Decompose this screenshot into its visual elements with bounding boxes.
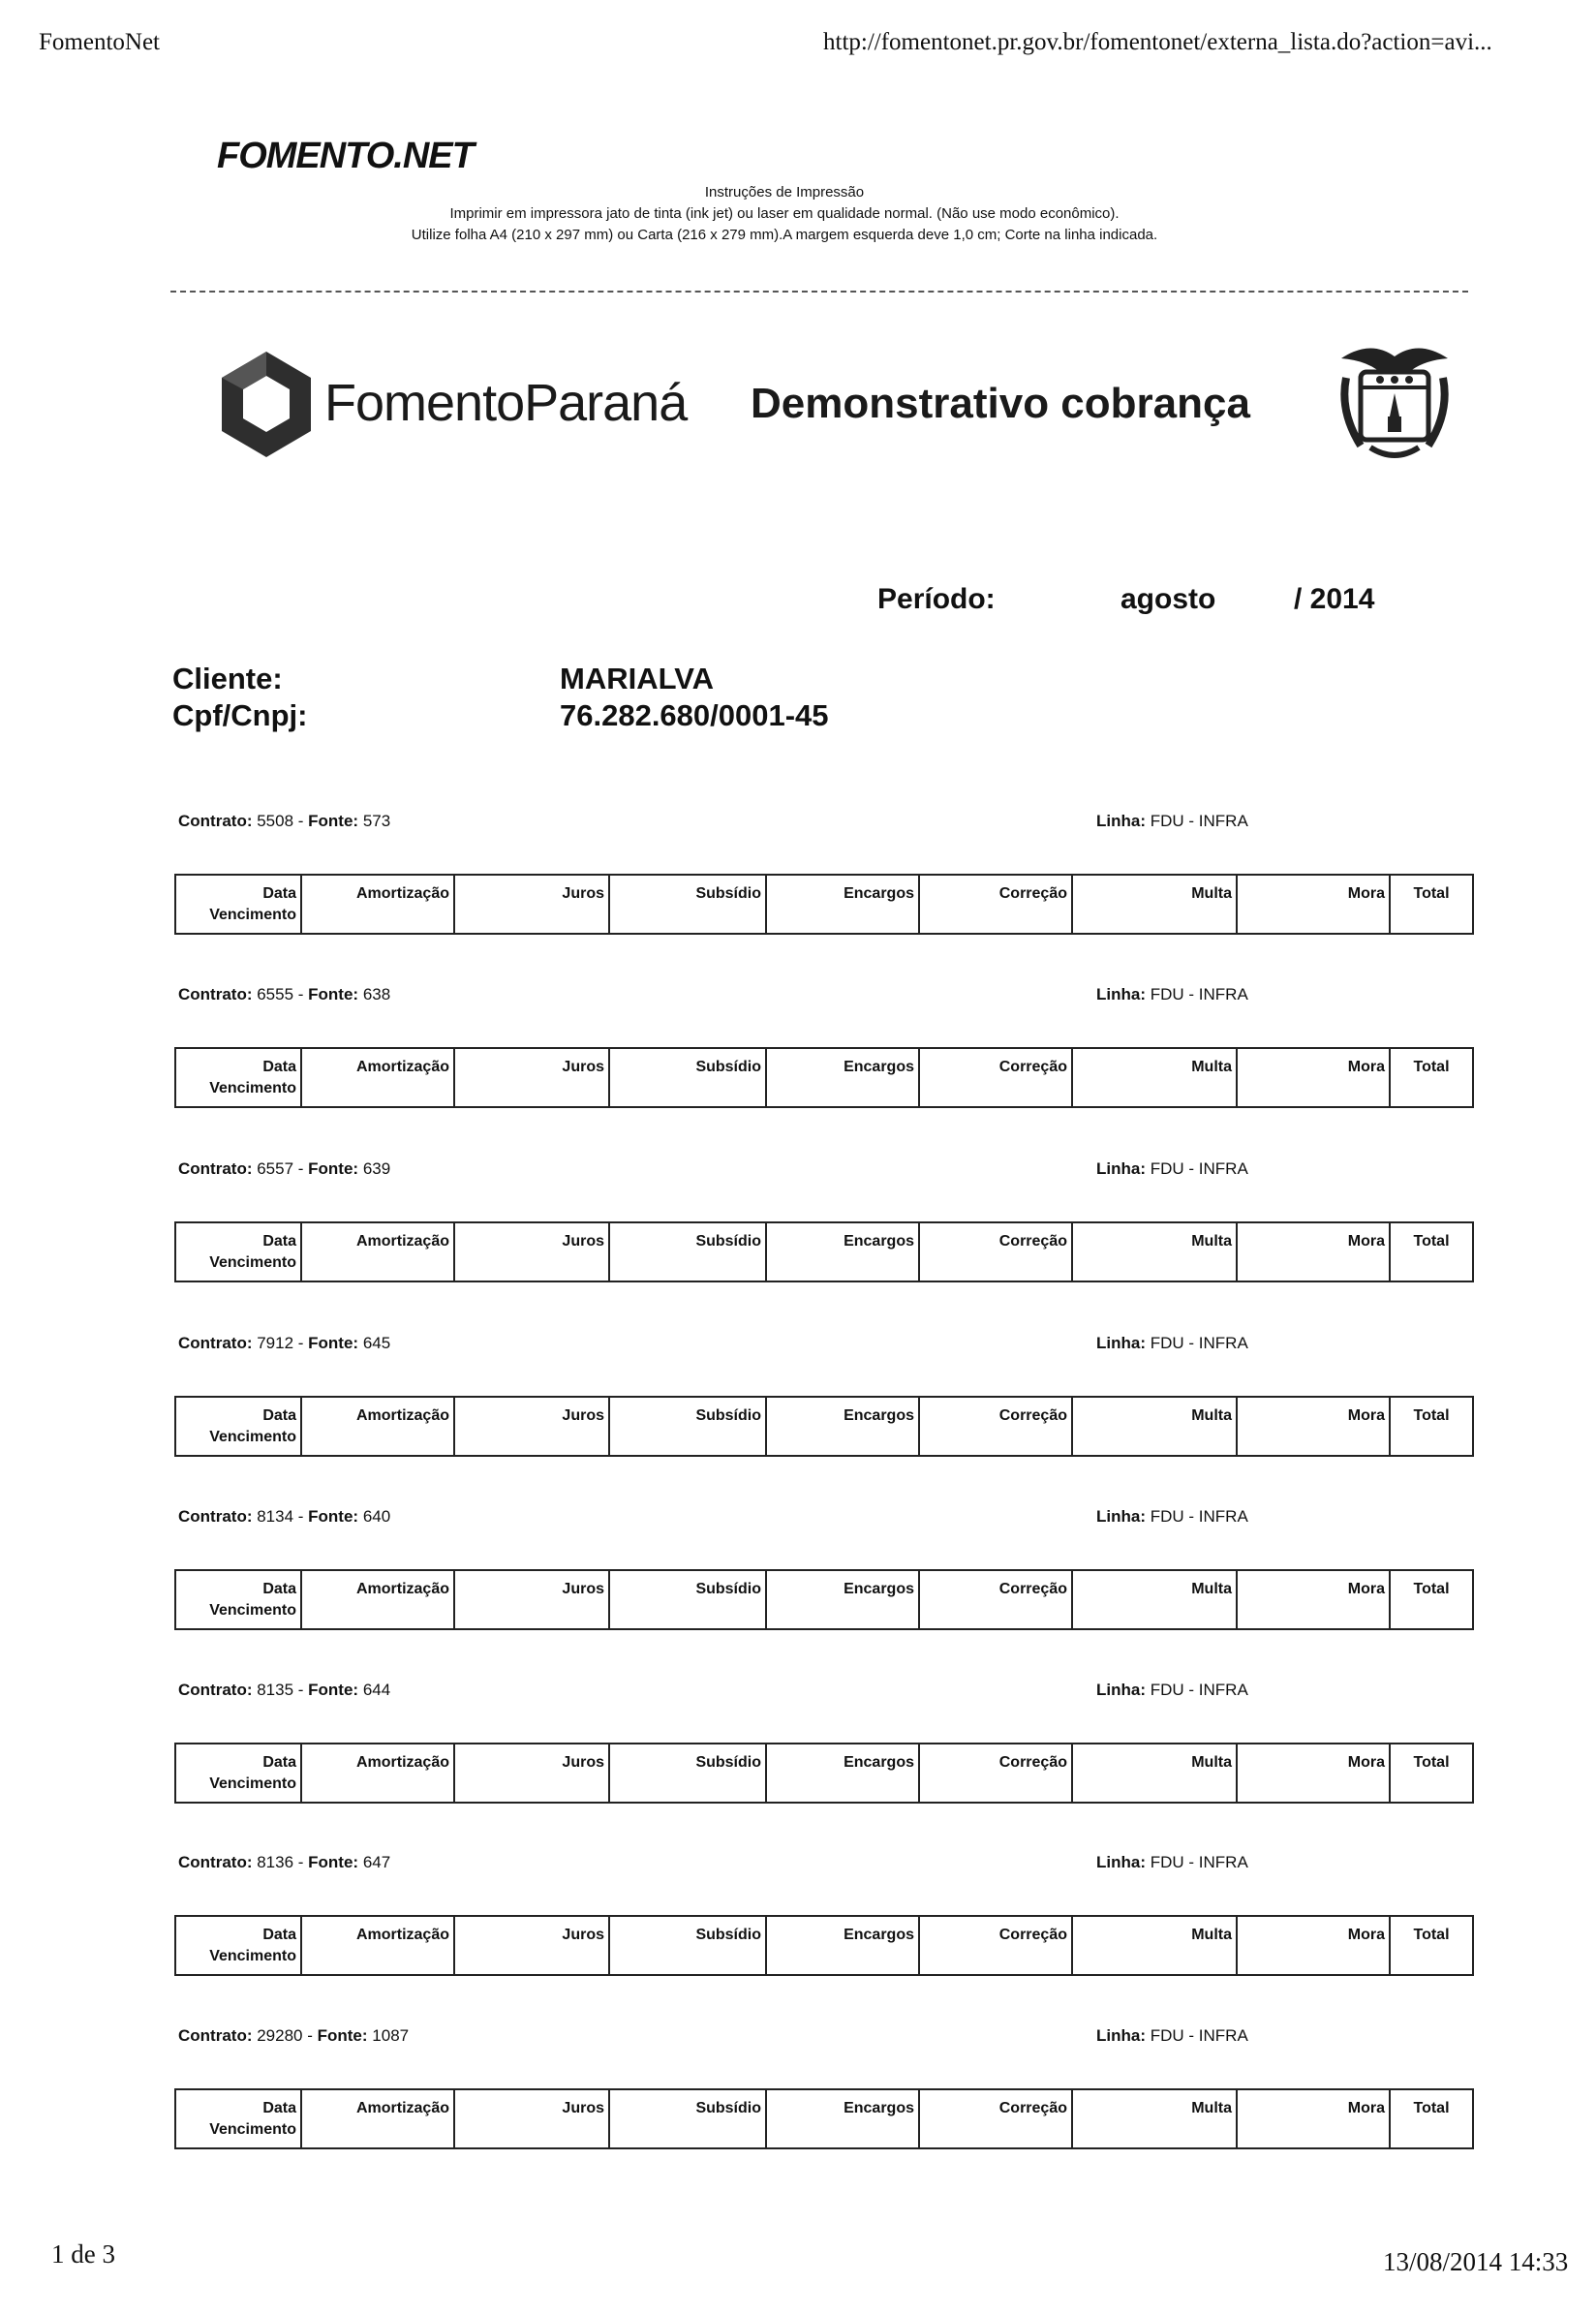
contract-info: Contrato: 29280 - Fonte: 1087 Linha: FDU - INFRA	[178, 2026, 1248, 2045]
col-correcao: Correção	[919, 2089, 1072, 2148]
contrato-number: 6555	[257, 985, 294, 1003]
col-total: Total	[1413, 1233, 1450, 1250]
contrato-number: 6557	[257, 1159, 294, 1178]
linha-info	[1096, 1159, 1248, 1179]
client-name: MARIALVA	[560, 662, 714, 695]
linha-info	[1096, 1334, 1248, 1353]
fonte-number: 644	[362, 1681, 391, 1699]
instructions-line-2: Utilize folha A4 (210 x 297 mm) ou Carta (216 x 279 mm).A margem esquerda deve 1,0 cm; Corte na linha indicada.	[411, 227, 1158, 243]
cpf-cnpj-value: 76.282.680/0001-45	[560, 698, 829, 732]
col-vencimento-label: Vencimento	[209, 907, 296, 923]
col-data-label: Data	[262, 1754, 296, 1771]
instructions-line-1: Imprimir em impressora jato de tinta (ink jet) ou laser em qualidade normal. (Não use modo econômico).	[449, 205, 1120, 222]
col-juros: Juros	[454, 1570, 609, 1629]
linha-label: Linha:	[1096, 2026, 1146, 2045]
contrato-label: Contrato:	[178, 1853, 253, 1871]
col-mora: Mora	[1237, 1222, 1390, 1281]
coat-of-arms-icon	[1332, 339, 1458, 475]
browser-url[interactable]: http://fomentonet.pr.gov.br/fomentonet/externa_lista.do?action=avi...	[823, 29, 1492, 55]
col-correcao: Correção	[919, 1222, 1072, 1281]
col-vencimento-label: Vencimento	[209, 1602, 296, 1619]
linha-info	[1096, 812, 1248, 831]
contract-block	[178, 985, 1466, 1096]
col-subsidio: Subsídio	[609, 2089, 766, 2148]
fonte-number: 640	[362, 1507, 391, 1526]
col-amortizacao: Amortização	[301, 2089, 454, 2148]
linha-info	[1096, 2026, 1248, 2046]
linha-value: FDU - INFRA	[1150, 1334, 1248, 1352]
col-multa: Multa	[1072, 875, 1237, 934]
table-header-row	[175, 2089, 1473, 2148]
payment-table	[174, 1915, 1474, 1976]
payment-table	[174, 2088, 1474, 2149]
col-multa: Multa	[1072, 1570, 1237, 1629]
col-amortizacao: Amortização	[301, 1916, 454, 1975]
fonte-label: Fonte:	[308, 1507, 359, 1526]
page-number: 1 de 3	[51, 2239, 115, 2269]
contrato-label: Contrato:	[178, 1159, 253, 1178]
col-amortizacao: Amortização	[301, 1570, 454, 1629]
linha-value: FDU - INFRA	[1150, 1681, 1248, 1699]
linha-info	[1096, 1853, 1248, 1872]
col-data-vencimento	[175, 1916, 301, 1975]
table-header-row	[175, 1222, 1473, 1281]
fomento-parana-logo-icon	[218, 349, 315, 460]
col-amortizacao: Amortização	[301, 1397, 454, 1456]
linha-value: FDU - INFRA	[1150, 1159, 1248, 1178]
cpf-cnpj-label: Cpf/Cnpj:	[172, 698, 308, 732]
col-total: Total	[1413, 2100, 1450, 2116]
linha-info	[1096, 1507, 1248, 1527]
fonte-label: Fonte:	[308, 1334, 359, 1352]
document-title: Demonstrativo cobrança	[751, 380, 1250, 427]
payment-table	[174, 1743, 1474, 1804]
client-label: Cliente:	[172, 662, 283, 695]
print-instructions	[320, 182, 1249, 246]
fonte-label: Fonte:	[317, 2026, 368, 2045]
col-mora: Mora	[1237, 1744, 1390, 1803]
linha-value: FDU - INFRA	[1150, 812, 1248, 830]
fonte-number: 647	[362, 1853, 391, 1871]
col-total: Total	[1413, 885, 1450, 902]
col-subsidio: Subsídio	[609, 1744, 766, 1803]
linha-value: FDU - INFRA	[1150, 1507, 1248, 1526]
fonte-label: Fonte:	[308, 985, 359, 1003]
print-datetime: 13/08/2014 14:33	[1383, 2247, 1569, 2276]
linha-label: Linha:	[1096, 1681, 1146, 1699]
contract-info: Contrato: 5508 - Fonte: 573 Linha: FDU - INFRA	[178, 812, 1248, 830]
table-header-row	[175, 1048, 1473, 1107]
fonte-label: Fonte:	[308, 1853, 359, 1871]
contrato-label: Contrato:	[178, 1681, 253, 1699]
contrato-number: 5508	[257, 812, 294, 830]
table-header-row	[175, 875, 1473, 934]
col-subsidio: Subsídio	[609, 1222, 766, 1281]
contrato-number: 8135	[257, 1681, 294, 1699]
fonte-label: Fonte:	[308, 1681, 359, 1699]
contrato-number: 8134	[257, 1507, 294, 1526]
table-header-row	[175, 1916, 1473, 1975]
col-encargos: Encargos	[766, 1222, 919, 1281]
col-multa: Multa	[1072, 1916, 1237, 1975]
col-amortizacao: Amortização	[301, 875, 454, 934]
col-encargos: Encargos	[766, 1570, 919, 1629]
contract-block	[178, 1853, 1466, 1964]
fonte-label: Fonte:	[308, 1159, 359, 1178]
col-mora: Mora	[1237, 1397, 1390, 1456]
col-data-label: Data	[262, 1407, 296, 1424]
period-label: Período:	[877, 583, 996, 615]
fomento-net-logo: FOMENTO.NET	[217, 136, 474, 176]
col-vencimento-label: Vencimento	[209, 1948, 296, 1964]
contract-info: Contrato: 6557 - Fonte: 639 Linha: FDU - INFRA	[178, 1159, 1248, 1178]
payment-table	[174, 1396, 1474, 1457]
col-data-label: Data	[262, 1059, 296, 1075]
linha-info	[1096, 985, 1248, 1004]
col-juros: Juros	[454, 1397, 609, 1456]
table-header-row	[175, 1397, 1473, 1456]
contract-info: Contrato: 6555 - Fonte: 638 Linha: FDU - INFRA	[178, 985, 1248, 1003]
col-data-label: Data	[262, 885, 296, 902]
contrato-number: 7912	[257, 1334, 294, 1352]
contrato-label: Contrato:	[178, 1334, 253, 1352]
col-total: Total	[1413, 1581, 1450, 1597]
contrato-label: Contrato:	[178, 812, 253, 830]
contract-info: Contrato: 8136 - Fonte: 647 Linha: FDU - INFRA	[178, 1853, 1248, 1871]
col-data-label: Data	[262, 1927, 296, 1943]
fonte-number: 638	[362, 985, 391, 1003]
brand-name: FomentoParaná	[324, 374, 688, 432]
col-data-label: Data	[262, 1233, 296, 1250]
col-total: Total	[1413, 1754, 1450, 1771]
fonte-number: 1087	[372, 2026, 410, 2045]
col-juros: Juros	[454, 2089, 609, 2148]
period-year: / 2014	[1294, 583, 1375, 615]
col-juros: Juros	[454, 1744, 609, 1803]
col-vencimento-label: Vencimento	[209, 1254, 296, 1271]
col-data-vencimento	[175, 1570, 301, 1629]
contrato-label: Contrato:	[178, 985, 253, 1003]
contract-info: Contrato: 7912 - Fonte: 645 Linha: FDU - INFRA	[178, 1334, 1248, 1352]
payment-table	[174, 1047, 1474, 1108]
linha-label: Linha:	[1096, 985, 1146, 1003]
browser-title: FomentoNet	[39, 29, 160, 55]
cut-line	[170, 291, 1468, 293]
col-total: Total	[1413, 1407, 1450, 1424]
linha-value: FDU - INFRA	[1150, 2026, 1248, 2045]
col-multa: Multa	[1072, 1744, 1237, 1803]
col-encargos: Encargos	[766, 1744, 919, 1803]
col-vencimento-label: Vencimento	[209, 2121, 296, 2138]
col-multa: Multa	[1072, 1397, 1237, 1456]
col-data-vencimento	[175, 1744, 301, 1803]
col-mora: Mora	[1237, 2089, 1390, 2148]
col-correcao: Correção	[919, 1397, 1072, 1456]
col-correcao: Correção	[919, 1570, 1072, 1629]
contract-block	[178, 812, 1466, 923]
col-correcao: Correção	[919, 1744, 1072, 1803]
col-vencimento-label: Vencimento	[209, 1080, 296, 1096]
linha-label: Linha:	[1096, 1507, 1146, 1526]
col-amortizacao: Amortização	[301, 1222, 454, 1281]
col-data-vencimento	[175, 1222, 301, 1281]
col-data-vencimento	[175, 2089, 301, 2148]
col-amortizacao: Amortização	[301, 1048, 454, 1107]
col-correcao: Correção	[919, 875, 1072, 934]
col-juros: Juros	[454, 1916, 609, 1975]
contract-info: Contrato: 8135 - Fonte: 644 Linha: FDU - INFRA	[178, 1681, 1248, 1699]
linha-value: FDU - INFRA	[1150, 1853, 1248, 1871]
col-mora: Mora	[1237, 1916, 1390, 1975]
col-multa: Multa	[1072, 2089, 1237, 2148]
col-mora: Mora	[1237, 1570, 1390, 1629]
col-data-vencimento	[175, 875, 301, 934]
col-subsidio: Subsídio	[609, 875, 766, 934]
col-total: Total	[1413, 1059, 1450, 1075]
col-multa: Multa	[1072, 1048, 1237, 1107]
contrato-number: 29280	[257, 2026, 303, 2045]
col-juros: Juros	[454, 875, 609, 934]
payment-table	[174, 1569, 1474, 1630]
col-encargos: Encargos	[766, 1397, 919, 1456]
linha-label: Linha:	[1096, 1853, 1146, 1871]
linha-info	[1096, 1681, 1248, 1700]
col-encargos: Encargos	[766, 1916, 919, 1975]
contrato-label: Contrato:	[178, 1507, 253, 1526]
col-subsidio: Subsídio	[609, 1048, 766, 1107]
contract-block	[178, 1681, 1466, 1792]
contract-block	[178, 1334, 1466, 1445]
instructions-title: Instruções de Impressão	[704, 184, 865, 201]
linha-value: FDU - INFRA	[1150, 985, 1248, 1003]
col-vencimento-label: Vencimento	[209, 1775, 296, 1792]
col-total: Total	[1413, 1927, 1450, 1943]
col-subsidio: Subsídio	[609, 1570, 766, 1629]
contrato-label: Contrato:	[178, 2026, 253, 2045]
col-subsidio: Subsídio	[609, 1916, 766, 1975]
col-data-label: Data	[262, 1581, 296, 1597]
contract-block	[178, 1507, 1466, 1619]
col-multa: Multa	[1072, 1222, 1237, 1281]
col-encargos: Encargos	[766, 2089, 919, 2148]
period-month: agosto	[1120, 583, 1216, 615]
fonte-number: 573	[362, 812, 391, 830]
table-header-row	[175, 1570, 1473, 1629]
contrato-number: 8136	[257, 1853, 294, 1871]
linha-label: Linha:	[1096, 1334, 1146, 1352]
col-vencimento-label: Vencimento	[209, 1429, 296, 1445]
contract-block	[178, 2026, 1466, 2138]
fonte-number: 645	[362, 1334, 391, 1352]
contract-info: Contrato: 8134 - Fonte: 640 Linha: FDU - INFRA	[178, 1507, 1248, 1526]
col-mora: Mora	[1237, 1048, 1390, 1107]
col-encargos: Encargos	[766, 875, 919, 934]
linha-label: Linha:	[1096, 1159, 1146, 1178]
payment-table	[174, 1221, 1474, 1282]
fonte-number: 639	[362, 1159, 391, 1178]
col-data-vencimento	[175, 1397, 301, 1456]
payment-table	[174, 874, 1474, 935]
table-header-row	[175, 1744, 1473, 1803]
col-subsidio: Subsídio	[609, 1397, 766, 1456]
col-mora: Mora	[1237, 875, 1390, 934]
col-data-label: Data	[262, 2100, 296, 2116]
linha-label: Linha:	[1096, 812, 1146, 830]
col-encargos: Encargos	[766, 1048, 919, 1107]
col-data-vencimento	[175, 1048, 301, 1107]
col-correcao: Correção	[919, 1916, 1072, 1975]
col-juros: Juros	[454, 1222, 609, 1281]
col-correcao: Correção	[919, 1048, 1072, 1107]
col-juros: Juros	[454, 1048, 609, 1107]
col-amortizacao: Amortização	[301, 1744, 454, 1803]
fonte-label: Fonte:	[308, 812, 359, 830]
contract-block	[178, 1159, 1466, 1271]
